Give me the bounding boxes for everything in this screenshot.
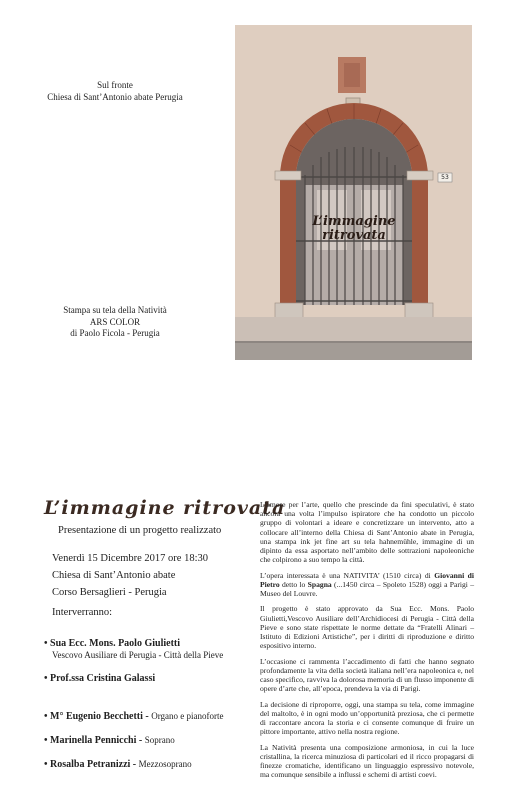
body-paragraph-5: La decisione di riproporre, oggi, una stampa su tela, come immagine del maltolto, è in ogni modo un’opportunità preziosa, che ci permette di raccontare ancora la storia e ci consente comunque di fruire un pittore importante, attivo nella nostra regione. (260, 699, 474, 737)
speaker-role: Mezzosoprano (138, 759, 192, 769)
speakers-label: Interverranno: (52, 607, 113, 618)
speaker-item (44, 735, 175, 746)
speaker-item (44, 673, 155, 684)
print-caption (30, 305, 200, 340)
speaker-role: Organo e pianoforte (151, 711, 224, 721)
body-paragraph-3: Il progetto è stato approvato da Sua Ecc. Mons. Paolo Giulietti,Vescovo Ausiliare dell’Archidiocesi di Perugia - Città della Pieve e sono state rispettate le norme dettate da “Fratelli Alinari – Istituto di Edizioni Artistiche”, per i diritti di riproduzione e diritto espositivo interno. (260, 604, 474, 651)
speaker-name: • Rosalba Petranizzi - Mezzosoprano (44, 759, 192, 770)
doorway-illustration (235, 25, 472, 360)
front-caption (30, 80, 200, 103)
photo-overlay-title (305, 215, 403, 243)
front-label: Sul fronte (97, 80, 133, 90)
print-line-3: di Paolo Ficola - Perugia (70, 328, 160, 338)
speaker-name: • Marinella Pennicchi - Soprano (44, 735, 175, 746)
event-address: Corso Bersaglieri - Perugia (52, 587, 167, 598)
speaker-name: • Sua Ecc. Mons. Paolo Giulietti (44, 638, 181, 649)
speaker-name: • Prof.ssa Cristina Galassi (44, 673, 156, 684)
event-subtitle: Presentazione di un progetto realizzato (58, 525, 222, 536)
body-text-column (260, 500, 474, 786)
front-place: Chiesa di Sant’Antonio abate Perugia (47, 91, 183, 102)
body-paragraph-2: L’opera interessata è una NATIVITA’ (1510 circa) di Giovanni di Pietro detto lo Spagna (...1450 circa – Spoleto 1528) oggi a Parigi – Museo del Louvre. (260, 570, 474, 599)
print-line-1: Stampa su tela della Natività (63, 305, 167, 315)
event-title: L’immagine ritrovata (44, 497, 286, 519)
speaker-item (44, 759, 192, 770)
photo-overlay-line-1: L’immagine (312, 214, 396, 229)
event-place: Chiesa di Sant’Antonio abate (52, 570, 176, 581)
body-paragraph-6: La Natività presenta una composizione armoniosa, in cui la luce cristallina, la ricerca minuziosa di particolari ed il ricco propagarsi di finezze cromatiche, identificano un linguaggio espressivo notevole, ma comunque sensibile a influssi e schemi di artisti coevi. (260, 742, 474, 780)
speaker-role: Soprano (144, 735, 175, 745)
event-date: Venerdì 15 Dicembre 2017 ore 18:30 (52, 553, 208, 564)
speaker-item (44, 711, 224, 722)
house-number: 53 (441, 174, 449, 181)
body-paragraph-1: L’amore per l’arte, quello che prescinde da fini speculativi, è stato ancora una volta l’impulso ispiratore che ha condotto un piccolo gruppo di volontari a ideare e concretizzare un intervento, atto a collocare all’interno della Chiesa di Sant’Antonio abate in Perugia, una stampa ink jet fine art su tela hahnemühle, immagine di un dipinto da essa asportato nell’ambito delle sottrazioni napoleoniche che colpirono a suo tempo la città. (260, 500, 474, 565)
speaker-item (44, 638, 223, 660)
church-door-photo (235, 25, 472, 360)
body-paragraph-4: L’occasione ci rammenta l’accadimento di fatti che hanno segnato profondamente la vita della società italiana nell’era napoleonica e, nel caso specifico, ravviva la dolorosa memoria di un flusso imponente di opere d’arte che, all’epoca, prendeva la via di Parigi. (260, 656, 474, 694)
print-line-2: ARS COLOR (89, 316, 141, 327)
speaker-title: Vescovo Ausiliare di Perugia - Città della Pieve (52, 650, 224, 660)
speaker-name: • M° Eugenio Becchetti - Organo e pianoforte (44, 711, 224, 722)
event-details (52, 552, 208, 599)
photo-overlay-line-2: ritrovata (322, 228, 386, 243)
